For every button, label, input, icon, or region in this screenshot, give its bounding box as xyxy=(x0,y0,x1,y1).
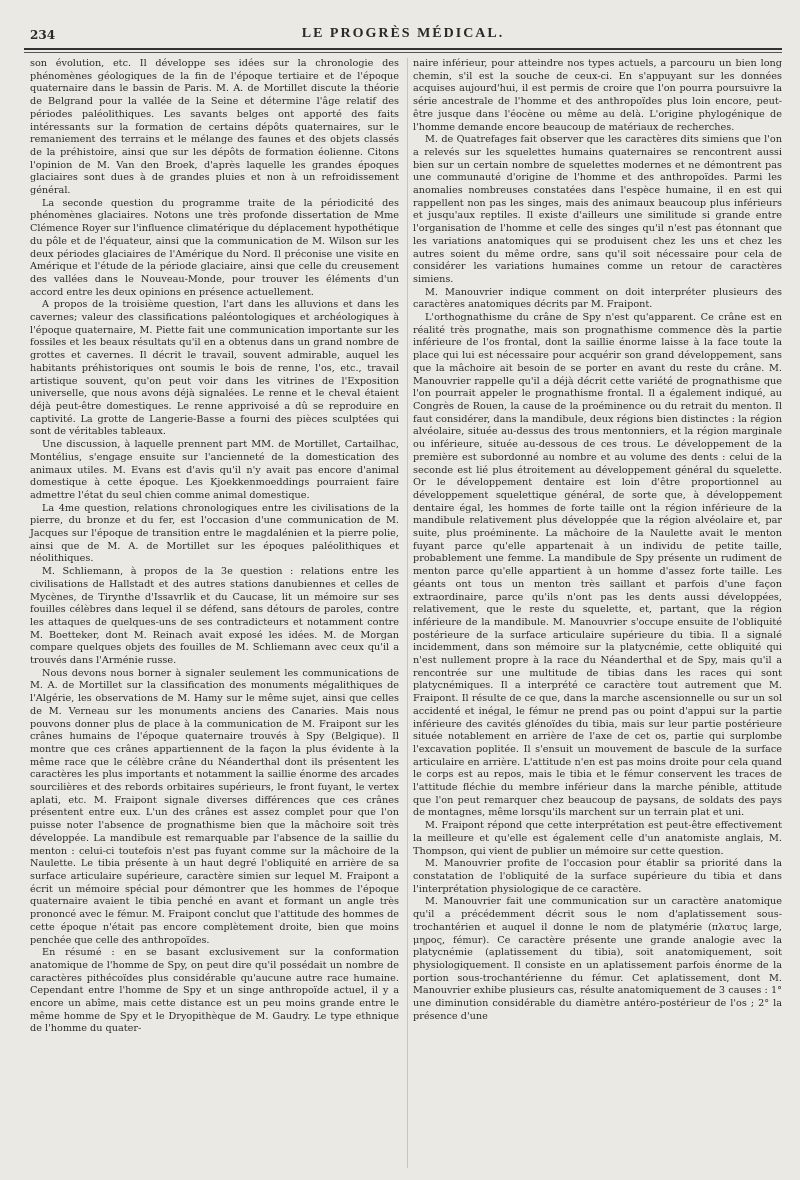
paragraph: M. de Quatrefages fait observer que les caractères dits simiens que l'on a relevés sur les squelettes humains quaternaires se rencontrent aussi bien sur un certain nombre de squelettes modernes et ne démontrent pas une communauté d'origine de l'homme et des anthropoïdes. Parmi les anomalies nombreuses constatées dans l'espèce humaine, il en est qui rappellent non pas les singes, mais des animaux beaucoup plus inférieurs et jusqu'aux reptiles. Il existe d'ailleurs une similitude si grande entre l'organisation de l'homme et celle des singes qu'il n'est pas étonnant que les variations anatomiques qui se produisent chez les uns et chez les autres soient du même ordre, sans qu'il soit nécessaire pour cela de considérer les variations humaines comme un retour de caractères simiens. xyxy=(413,134,782,285)
paragraph: En résumé : en se basant exclusivement sur la conformation anatomique de l'homme de Spy, on peut dire qu'il possédait un nombre de caractères pithécoïdes plus considérable qu'aucune autre race humaine. Cependant entre l'homme de Spy et un singe anthropoïde actuel, il y a encore un abîme, mais cette distance est un peu moins grande entre le même homme de Spy et le Dryopithèque de M. Gaudry. Le type ethnique de l'homme du quater- xyxy=(30,947,399,1035)
paragraph: L'orthognathisme du crâne de Spy n'est qu'apparent. Ce crâne est en réalité très prognathe, mais son prognathisme commence dès la partie inférieure de l'os frontal, dont la saillie énorme laisse à la face toute la place qui lui est nécessaire pour acquérir son grand développement, sans que la mâchoire ait besoin de se porter en avant du reste du crâne. M. Manouvrier rappelle qu'il a déjà décrit cette variété de prognathisme que l'on pourrait appeler le prognathisme frontal. Il a également indiqué, au Congrès de Rouen, la cause de la proéminence ou du retrait du menton. Il faut considérer, dans la mandibule, deux régions bien distinctes : la région alvéolaire, située au-dessus des trous mentonniers, et la région marginale ou inférieure, située au-dessous de ces trous. Le développement de la première est subordonné au nombre et au volume des dents : celui de la seconde est lié plus étroitement au développement général du squelette. Or le développement dentaire est loin d'être proportionnel au développement squelettique général, de sorte que, à développement dentaire égal, les hommes de forte taille ont la région inférieure de la mandibule relativement plus développée que la région alvéolaire et, par suite, plus proéminente. La mâchoire de la Naulette avait le menton fuyant parce qu'elle appartenait à un individu de petite taille, probablement une femme. La mandibule de Spy présente un rudiment de menton parce qu'elle appartient à un homme d'assez forte taille. Les géants ont tous un menton très saillant et parfois d'une façon extraordinaire, parce qu'ils n'ont pas les dents aussi développées, relativement, que le reste du squelette, et, partant, que la région inférieure de la mandibule. M. Manouvrier s'occupe ensuite de l'obliquité postérieure de la surface articulaire supérieure du tibia. Il a signalé incidemment, dans son mémoire sur la platycnémie, cette obliquité qui n'est nullement propre à la race du Néanderthal et de Spy, mais qu'il a rencontrée sur une multitude de tibias dans les races qui sont platycnémiques. Il a interprété ce caractère tout autrement que M. Fraipont. Il résulte de ce que, dans la marche ascensionnelle ou sur un sol accidenté et inégal, le fémur ne prend pas ou point d'appui sur la partie inférieure des cavités glénoïdes du tibia, mais sur leur partie postérieure située notablement en arrière de l'axe de cet os, partie qui surplombe l'excavation poplitée. Il s'ensuit un mouvement de bascule de la surface articulaire en arrière. L'attitude n'en est pas moins droite pour cela quand le corps est au repos, mais le tibia et le fémur conservent les traces de l'attitude fléchie du membre inférieur dans la marche pénible, attitude que l'on peut remarquer chez beaucoup de paysans, de soldats des pays de montagnes, même lorsqu'ils marchent sur un terrain plat et uni. xyxy=(413,312,782,819)
left-column xyxy=(30,58,399,1172)
paragraph: M. Schliemann, à propos de la 3e question : relations entre les civilisations de Hallstadt et des autres stations danubiennes et celles de Mycènes, de Tirynthe d'Issavrlik et du Caucase, lit un mémoire sur ses fouilles célèbres dans lequel il se défend, sans détours de paroles, contre les attaques de quelques-uns de ses contradicteurs et notamment contre M. Boetteker, dont M. Reinach avait exposé les idées. M. de Morgan compare quelques objets des fouilles de M. Schliemann avec ceux qu'il a trouvés dans l'Arménie russe. xyxy=(30,566,399,667)
journal-page xyxy=(24,22,782,1172)
paragraph: M. Manouvrier profite de l'occasion pour établir sa priorité dans la constatation de l'obliquité de la surface supérieure du tibia et dans l'interprétation physiologique de ce caractère. xyxy=(413,858,782,895)
right-column xyxy=(413,58,782,1172)
article-columns xyxy=(30,58,782,1172)
journal-title: LE PROGRÈS MÉDICAL. xyxy=(301,26,505,41)
paragraph: Une discussion, à laquelle prennent part MM. de Mortillet, Cartailhac, Montélius, s'engage ensuite sur l'ancienneté de la domestication des animaux utiles. M. Evans est d'avis qu'il n'y avait pas encore d'animal domestique à cette époque. Les Kjoekkenmoeddings pourraient faire admettre l'état du seul chien comme animal domestique. xyxy=(30,439,399,501)
paragraph: son évolution, etc. Il développe ses idées sur la chronologie des phénomènes géologiques de la fin de l'époque tertiaire et de l'époque quaternaire dans le bassin de Paris. M. A. de Mortillet discute la théorie de Belgrand pour la vallée de la Seine et détermine l'âge relatif des périodes paléolithiques. Les savants belges ont apporté des faits intéressants sur la formation de certains dépôts quaternaires, sur le remaniement des terrains et le mélange des faunes et des objets classés de la préhistoire, ainsi que sur les dépôts de formation éolienne. Citons l'opinion de M. Van den Broek, d'après laquelle les grandes époques glaciaires sont dues à de grandes pluies et non à un refroidissement général. xyxy=(30,58,399,197)
paragraph: M. Manouvrier indique comment on doit interpréter plusieurs des caractères anatomiques décrits par M. Fraipont. xyxy=(413,286,782,311)
header-rule xyxy=(24,50,782,53)
paragraph: M. Fraipont répond que cette interprétation est peut-être effectivement la meilleure et qu'elle est également celle d'un anatomiste anglais, M. Thompson, qui vient de publier un mémoire sur cette question. xyxy=(413,820,782,857)
paragraph: La 4me question, relations chronologiques entre les civilisations de la pierre, du bronze et du fer, est l'occasion d'une communication de M. Jacques sur l'époque de transition entre le magdalénien et la pierre polie, ainsi que de M. A. de Mortillet sur les époques paléolithiques et néolithiques. xyxy=(30,502,399,565)
paragraph: A propos de la troisième question, l'art dans les alluvions et dans les cavernes; valeur des classifications paléontologiques et archéologiques à l'époque quaternaire, M. Piette fait une communication importante sur les fossiles et les beaux résultats qu'il en a obtenus dans un grand nombre de grottes et cavernes. Il décrit le travail, souvent admirable, auquel les habitants préhistoriques ont soumis le bois de renne, l'os, etc., travail artistique souvent, qu'on peut voir dans les vitrines de l'Exposition universelle, que nous avons déjà signalées. Le renne et le cheval étaient déjà peut-être domestiques. Le renne apprivoisé a dû se reproduire en captivité. La grotte de Langerie-Basse a fourni des pièces sculptées qui sont de véritables tableaux. xyxy=(30,299,399,438)
page-header xyxy=(24,22,782,50)
paragraph: La seconde question du programme traite de la périodicité des phénomènes glaciaires. Notons une très profonde dissertation de Mme Clémence Royer sur l'influence climatérique du déplacement hypothétique du pôle et de l'équateur, ainsi que la communication de M. Wilson sur les deux périodes glaciaires de l'Amérique du Nord. Il préconise une visite en Amérique et l'étude de la période glaciaire, ainsi que celle du creusement des vallées dans le Nouveau-Monde, pour trouver les éléments d'un accord entre les deux opinions en présence actuellement. xyxy=(30,197,399,298)
page-number: 234 xyxy=(30,28,56,42)
paragraph: M. Manouvrier fait une communication sur un caractère anatomique qu'il a précédemment décrit sous le nom d'aplatissement sous-trochantérien et auquel il donne le nom de platymérie (πλατυς large, μηρος, fémur). Ce caractère présente une grande analogie avec la platycnémie (aplatissement du tibia), soit anatomiquement, soit physiologiquement. Il consiste en un aplatissement parfois énorme de la portion sous-trochantérienne du fémur. Cet aplatissement, dont M. Manouvrier exhibe plusieurs cas, résulte anatomiquement de 3 causes : 1° une diminution considérable du diamètre antéro-postérieur de l'os ; 2° la présence d'une xyxy=(413,896,782,1022)
column-divider xyxy=(407,58,408,1168)
paragraph: Nous devons nous borner à signaler seulement les communications de M. A. de Mortillet sur la classification des monuments mégalithiques de l'Algérie, les observations de M. Hamy sur le même sujet, ainsi que celles de M. Verneau sur les monuments anciens des Canaries. Mais nous pouvons donner plus de place à la communication de M. Fraipont sur les crânes humains de l'époque quaternaire trouvés à Spy (Belgique). Il montre que ces crânes appartiennent de la façon la plus évidente à la même race que le célèbre crâne du Néanderthal dont ils présentent les caractères les plus importants et notamment la saillie énorme des arcades sourcilières et des rebords orbitaires supérieurs, le front fuyant, le vertex aplati, etc. M. Fraipont signale diverses différences que ces crânes présentent entre eux. L'un des crânes est assez complet pour que l'on puisse noter l'absence de prognathisme bien que la mâchoire soit très développée. La mandibule est remarquable par l'absence de la saillie du menton : celui-ci toutefois n'est pas fuyant comme sur la mâchoire de la Naulette. Le tibia présente à un haut degré l'obliquité en arrière de sa surface articulaire supérieure, caractère simien sur lequel M. Fraipont a écrit un mémoire spécial pour démontrer que les hommes de l'époque quaternaire avaient le tibia penché en avant et formant un angle très prononcé avec le fémur. M. Fraipont conclut que l'attitude des hommes de cette époque n'était pas encore complètement droite, bien que moins penchée que celle des anthropoïdes. xyxy=(30,667,399,946)
paragraph: naire inférieur, pour atteindre nos types actuels, a parcouru un bien long chemin, s'il est la souche de ceux-ci. En s'appuyant sur les données acquises aujourd'hui, il est permis de croire que l'on pourra poursuivre la série ancestrale de l'homme et des anthropoïdes plus loin encore, peut-être jusque dans l'éocène ou même au delà. L'origine phylogénique de l'homme demande encore beaucoup de matériaux de recherches. xyxy=(413,58,782,133)
